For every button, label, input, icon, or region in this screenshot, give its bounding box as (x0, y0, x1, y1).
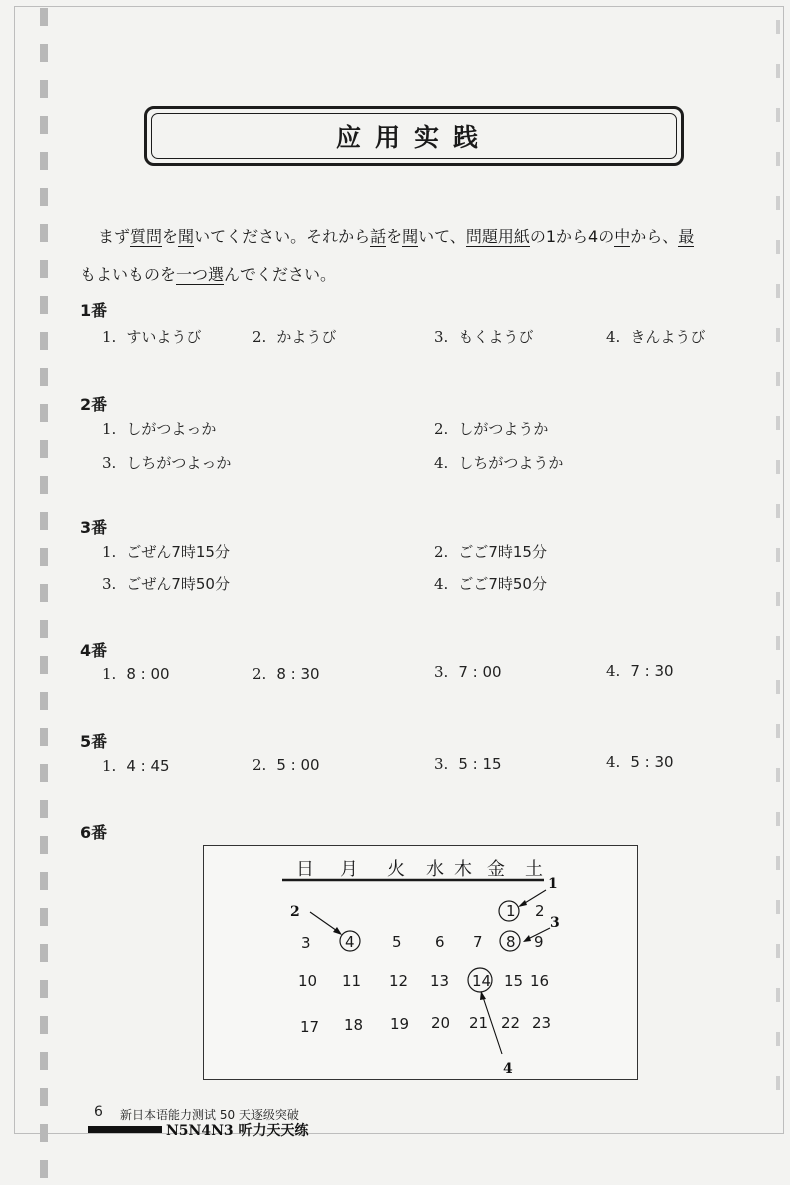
calendar-day: 17 (300, 1018, 320, 1036)
q1-option-4: 4. きんようび (606, 328, 706, 346)
callout-label-4: 4 (503, 1061, 513, 1077)
edge-mark (776, 680, 780, 694)
binding-hole (40, 116, 48, 134)
calendar-day: 3 (301, 934, 311, 952)
callout-label-2: 2 (290, 904, 300, 920)
binding-holes (40, 0, 50, 1185)
binding-hole (40, 152, 48, 170)
binding-hole (40, 800, 48, 818)
q4-option-2: 2. 8 : 30 (252, 665, 320, 683)
calendar-day: 16 (530, 972, 550, 990)
callout-label-3: 3 (550, 915, 560, 931)
binding-hole (40, 548, 48, 566)
callout-label-1: 1 (548, 876, 558, 892)
instr-text: 質問 (130, 227, 163, 246)
arrow-head (523, 935, 531, 942)
instr-text: 聞 (178, 227, 195, 246)
q4-option-3: 3. 7 : 00 (434, 663, 502, 681)
instr-text: を (386, 227, 403, 246)
edge-mark (776, 152, 780, 166)
question-label-5: 5番 (80, 732, 108, 751)
binding-hole (40, 836, 48, 854)
edge-mark (776, 20, 780, 34)
edge-mark (776, 504, 780, 518)
binding-hole (40, 764, 48, 782)
binding-hole (40, 188, 48, 206)
calendar-drawing (204, 846, 637, 1079)
edge-mark (776, 416, 780, 430)
q1-option-1: 1. すいようび (102, 328, 202, 346)
calendar-day: 5 (392, 933, 402, 951)
instr-text: の1から4の (529, 227, 615, 246)
calendar-day: 13 (430, 972, 450, 990)
calendar-day: 14 (472, 972, 492, 990)
binding-hole (40, 1124, 48, 1142)
q5-option-3: 3. 5 : 15 (434, 755, 502, 773)
instr-text: 最 (678, 227, 695, 246)
binding-hole (40, 296, 48, 314)
calendar-day: 7 (473, 933, 483, 951)
page-footer (80, 1104, 480, 1144)
calendar-day: 15 (504, 972, 524, 990)
binding-hole (40, 980, 48, 998)
page-title: 应用实践 (335, 123, 492, 152)
binding-hole (40, 1016, 48, 1034)
weekday-label: 水 (426, 859, 444, 880)
binding-hole (40, 260, 48, 278)
edge-mark (776, 240, 780, 254)
binding-hole (40, 1052, 48, 1070)
calendar-day: 20 (431, 1014, 451, 1032)
edge-mark (776, 856, 780, 870)
instructions-line-1 (98, 218, 694, 256)
instr-text: 中 (614, 227, 631, 246)
q4-option-4: 4. 7 : 30 (606, 662, 674, 680)
binding-hole (40, 512, 48, 530)
binding-hole (40, 620, 48, 638)
edge-mark (776, 900, 780, 914)
question-label-3: 3番 (80, 518, 108, 537)
binding-hole (40, 476, 48, 494)
weekday-label: 土 (525, 859, 543, 880)
instr-text: 選 (208, 265, 225, 284)
book-level-title: N5N4N3 听力天天练 (166, 1123, 309, 1139)
calendar-day: 21 (469, 1014, 489, 1032)
edge-mark (776, 108, 780, 122)
binding-hole (40, 368, 48, 386)
instr-text: んでください。 (224, 265, 337, 284)
binding-hole (40, 692, 48, 710)
instr-text: 問題用紙 (465, 227, 530, 246)
q1-option-3: 3. もくようび (434, 328, 534, 346)
q3-option-1: 1. ごぜん7時15分 (102, 543, 230, 561)
binding-hole (40, 8, 48, 26)
calendar-day: 1 (506, 902, 516, 920)
edge-mark (776, 372, 780, 386)
calendar-day: 11 (342, 972, 362, 990)
calendar-day: 6 (435, 933, 445, 951)
binding-hole (40, 728, 48, 746)
calendar-day: 23 (532, 1014, 552, 1032)
instr-text: を (162, 227, 179, 246)
section-title-box (144, 106, 684, 166)
binding-hole (40, 44, 48, 62)
q2-option-4: 4. しちがつようか (434, 454, 564, 472)
question-label-1: 1番 (80, 301, 108, 320)
q5-option-1: 1. 4 : 45 (102, 757, 170, 775)
q2-option-3: 3. しちがつよっか (102, 454, 232, 472)
arrow-head (518, 900, 527, 907)
edge-mark (776, 944, 780, 958)
q5-option-2: 2. 5 : 00 (252, 756, 320, 774)
edge-mark (776, 592, 780, 606)
q1-option-2: 2. かようび (252, 328, 337, 346)
question-label-6: 6番 (80, 823, 108, 842)
binding-hole (40, 908, 48, 926)
edge-mark (776, 636, 780, 650)
binding-hole (40, 1088, 48, 1106)
q3-option-4: 4. ごご7時50分 (434, 575, 547, 593)
binding-hole (40, 80, 48, 98)
right-edge-marks (776, 0, 782, 1185)
question-label-4: 4番 (80, 641, 108, 660)
question-label-2: 2番 (80, 395, 108, 414)
footer-bar (88, 1126, 162, 1133)
binding-hole (40, 584, 48, 602)
edge-mark (776, 768, 780, 782)
binding-hole (40, 944, 48, 962)
calendar-day: 2 (535, 902, 545, 920)
weekday-label: 金 (487, 859, 505, 880)
calendar-day: 4 (345, 933, 355, 951)
edge-mark (776, 64, 780, 78)
instr-text: いてください。それから (194, 227, 371, 246)
binding-hole (40, 656, 48, 674)
binding-hole (40, 440, 48, 458)
edge-mark (776, 548, 780, 562)
instr-text: まず (98, 227, 131, 246)
edge-mark (776, 328, 780, 342)
weekday-label: 月 (340, 859, 358, 880)
arrow-head (480, 991, 486, 1000)
q3-option-3: 3. ごぜん7時50分 (102, 575, 230, 593)
calendar-illustration (203, 845, 638, 1080)
page-number: 6 (94, 1104, 103, 1120)
calendar-day: 10 (298, 972, 318, 990)
instructions-line-2 (80, 256, 336, 294)
weekday-label: 火 (387, 859, 405, 880)
instr-text: いて、 (418, 227, 466, 246)
weekday-label: 木 (454, 859, 472, 880)
calendar-day: 18 (344, 1016, 364, 1034)
calendar-day: 8 (506, 933, 516, 951)
instr-text: もよいものを (80, 265, 177, 284)
instr-text: から、 (630, 227, 679, 246)
edge-mark (776, 1076, 780, 1090)
q2-option-1: 1. しがつよっか (102, 420, 217, 438)
calendar-day: 19 (390, 1015, 410, 1033)
instr-text: 話 (370, 227, 387, 246)
calendar-day: 22 (501, 1014, 521, 1032)
edge-mark (776, 284, 780, 298)
binding-hole (40, 404, 48, 422)
arrow-head (333, 927, 342, 935)
edge-mark (776, 724, 780, 738)
binding-hole (40, 332, 48, 350)
edge-mark (776, 460, 780, 474)
book-series-title: 新日本语能力测试 50 天逐级突破 (120, 1108, 299, 1122)
instr-text: 聞 (402, 227, 419, 246)
edge-mark (776, 988, 780, 1002)
edge-mark (776, 1032, 780, 1046)
binding-hole (40, 1160, 48, 1178)
q5-option-4: 4. 5 : 30 (606, 753, 674, 771)
binding-hole (40, 224, 48, 242)
q4-option-1: 1. 8 : 00 (102, 665, 170, 683)
instr-text: 一つ (176, 265, 209, 284)
q3-option-2: 2. ごご7時15分 (434, 543, 547, 561)
edge-mark (776, 196, 780, 210)
calendar-day: 12 (389, 972, 409, 990)
calendar-day: 9 (534, 933, 544, 951)
edge-mark (776, 812, 780, 826)
weekday-label: 日 (296, 859, 314, 880)
q2-option-2: 2. しがつようか (434, 420, 549, 438)
binding-hole (40, 872, 48, 890)
